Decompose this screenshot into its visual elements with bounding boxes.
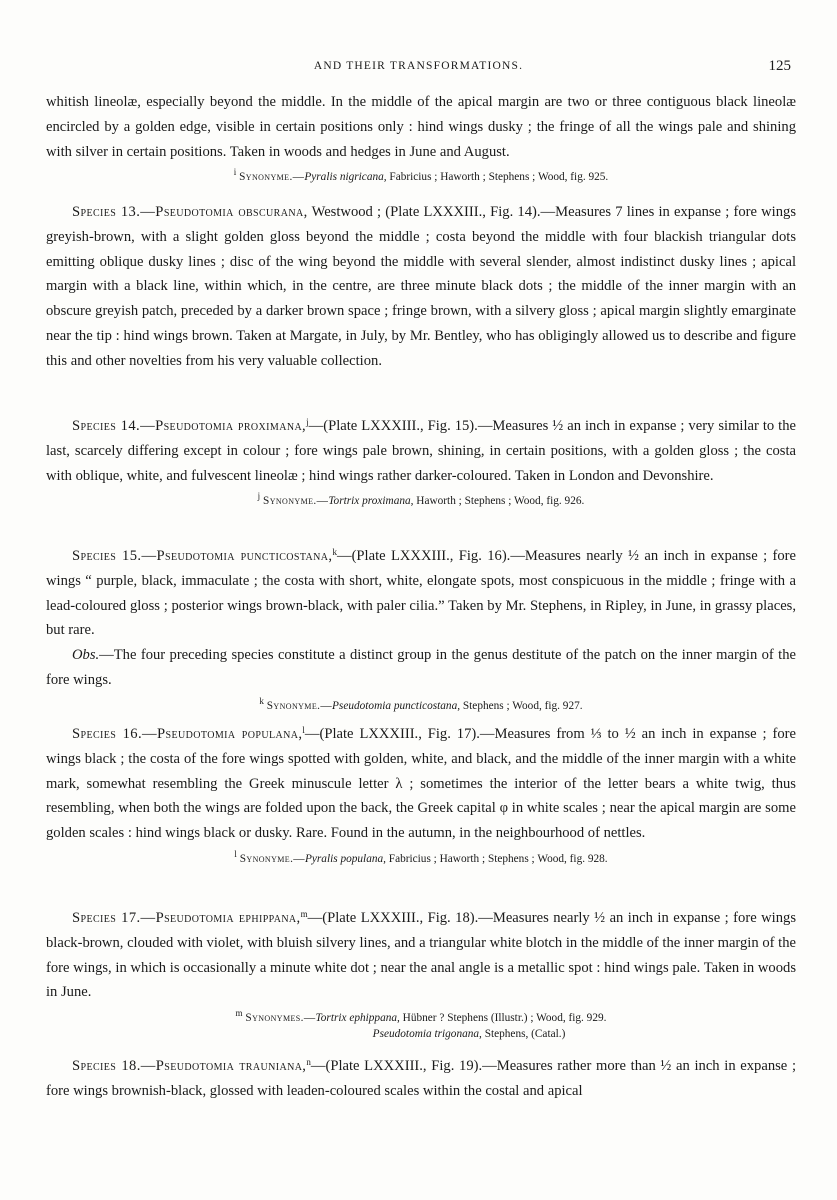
- footnote-mark: i: [233, 167, 237, 178]
- footnote-label: Synonyme.—: [239, 852, 305, 865]
- species-15-section: [46, 540, 796, 714]
- species-body: —(Plate LXXXIII., Fig. 17).—Measures from ⅓ to ½ an inch in expanse ; fore wings black ; the costa of the fore wings spotted with golden, white, and black, and the middle of the inner margin with a white mark, somewhat resembling the Greek minuscule letter λ ; sometimes the interior of the letter bears a white twig, thus resembling, when both the wings are folded upon the back, the Greek capital φ in white scales ; near the apical margin are some golden scales : hind wings black or dusky. Rare. Found in the autumn, in the neighbourhood of nettles.: [46, 726, 796, 842]
- reference-mark: k: [332, 547, 337, 557]
- page-number: 125: [768, 58, 791, 74]
- footnote-rest: Stephens ; Wood, fig. 927.: [460, 699, 583, 712]
- footnote-name: Pyralis populana,: [305, 852, 386, 865]
- reference-mark: m: [300, 909, 308, 919]
- reference-mark: j: [306, 417, 309, 427]
- species-label: Species 13.—: [72, 204, 156, 220]
- footnote-label: Synonyme.—: [239, 171, 305, 184]
- species-15-paragraph: [46, 540, 796, 643]
- species-name: Pseudotomia proximana,: [155, 418, 307, 434]
- footnote-name: Tortrix ephippana,: [315, 1012, 400, 1025]
- page-header: [0, 58, 837, 78]
- footnote-mark: j: [257, 491, 261, 502]
- species-17-footnote: [46, 1005, 796, 1026]
- intro-paragraph: whitish lineolæ, especially beyond the middle. In the middle of the apical margin are two or three contiguous black lineolæ encircled by a golden edge, visible in certain positions only : hind wings dusky ; the fringe of all the wings pale and shining with silver in certain positions. Taken in woods and hedges in June and August.: [46, 94, 796, 160]
- species-label: Species 16.—: [72, 726, 158, 742]
- species-18-paragraph: [46, 1050, 796, 1104]
- species-body: —(Plate LXXXIII., Fig. 15).—Measures ½ an inch in expanse ; very similar to the last, scarcely differing except in colour ; fore wings pale brown, shining, in certain positions, with a golden gloss ; the costa with oblique, white, and fulvescent lineolæ ; hind wings rather darker-coloured. Taken in London and Devonshire.: [46, 418, 796, 484]
- species-label: Species 17.—: [72, 910, 156, 926]
- footnote-rest: Haworth ; Stephens ; Wood, fig. 926.: [413, 495, 585, 508]
- species-name: Pseudotomia populana,: [157, 726, 303, 742]
- species-13-section: [46, 200, 796, 374]
- footnote-mark: m: [235, 1008, 243, 1019]
- intro-section: [46, 90, 796, 185]
- footnote-name: Pseudotomia trigonana,: [372, 1028, 482, 1041]
- species-17-footnote-continued: [46, 1026, 796, 1042]
- footnote-mark: l: [234, 848, 237, 859]
- footnote-label: Synonymes.—: [245, 1012, 316, 1025]
- footnote-rest: Fabricius ; Haworth ; Stephens ; Wood, fig. 925.: [386, 171, 609, 184]
- intro-footnote: [46, 164, 796, 185]
- footnote-rest: Hübner ? Stephens (Illustr.) ; Wood, fig. 929.: [399, 1012, 607, 1025]
- footnote-name: Pyralis nigricana,: [304, 171, 387, 184]
- species-body: Westwood ; (Plate LXXXIII., Fig. 14).—Measures 7 lines in expanse ; fore wings greyish-brown, with a slight golden gloss beyond the middle ; costa beyond the middle with four blackish triangular dots emitting oblique dusky lines ; disc of the wing beyond the middle with several slender, almost indistinct dusky lines ; apical margin with a black line, within which, in the centre, are three minute black dots ; the middle of the inner margin with an obscure greyish patch, preceded by a darker brown space ; fringe brown, with a silvery gloss ; apical margin slightly emarginate near the tip : hind wings brown. Taken at Margate, in July, by Mr. Bentley, who has obligingly allowed us to describe and figure this and other novelties from his very valuable collection.: [46, 204, 797, 369]
- footnote-name: Pseudotomia puncticostana,: [332, 699, 461, 712]
- species-body: —(Plate LXXXIII., Fig. 19).—Measures rather more than ½ an inch in expanse ; fore wings brownish-black, glossed with leaden-coloured scales within the costal and apical: [46, 1058, 796, 1099]
- species-name: Pseudotomia trauniana,: [155, 1058, 307, 1074]
- species-label: Species 18.—: [72, 1058, 156, 1074]
- reference-mark: n: [306, 1057, 311, 1067]
- footnote-name: Tortrix proximana,: [328, 495, 414, 508]
- footnote-label: Synonyme.—: [266, 699, 333, 712]
- species-16-paragraph: [46, 718, 796, 846]
- reference-mark: l: [302, 725, 305, 735]
- species-body: —(Plate LXXXIII., Fig. 18).—Measures nearly ½ an inch in expanse ; fore wings black-brown, clouded with violet, with bluish silvery lines, and a triangular white blotch in the middle of the inner margin of the fore wings, in which is occasionally a minute white dot ; near the anal angle is a metallic spot : hind wings pale. Taken in woods in June.: [46, 910, 796, 1001]
- footnote-label: Synonyme.—: [263, 495, 329, 508]
- footnote-mark: k: [259, 695, 264, 706]
- species-name: Pseudotomia puncticostana,: [156, 548, 333, 564]
- species-label: Species 15.—: [72, 548, 157, 564]
- running-title: AND THEIR TRANSFORMATIONS.: [313, 60, 524, 72]
- species-15-observation: [46, 643, 796, 693]
- species-name: Pseudotomia obscurana,: [155, 204, 308, 220]
- species-16-section: [46, 718, 796, 867]
- species-14-section: [46, 410, 796, 509]
- species-14-paragraph: [46, 410, 796, 488]
- obs-text: —The four preceding species constitute a distinct group in the genus destitute of the patch on the inner margin of the fore wings.: [46, 647, 796, 688]
- footnote-rest: Stephens, (Catal.): [481, 1028, 566, 1041]
- species-17-paragraph: [46, 902, 796, 1005]
- species-label: Species 14.—: [72, 418, 156, 434]
- footnote-rest: Fabricius ; Haworth ; Stephens ; Wood, fig. 928.: [385, 852, 608, 865]
- species-14-footnote: [46, 488, 796, 509]
- species-16-footnote: [46, 846, 796, 867]
- species-18-section: [46, 1050, 796, 1104]
- species-body: —(Plate LXXXIII., Fig. 16).—Measures nearly ½ an inch in expanse ; fore wings “ purple, black, immaculate ; the costa with short, white, elongate spots, most conspicuous in the middle ; fringe with a lead-coloured gloss ; posterior wings brown-black, with paler cilia.” Taken by Mr. Stephens, in Ripley, in June, in grassy places, but rare.: [46, 548, 796, 639]
- species-15-footnote: [46, 693, 796, 714]
- obs-label: Obs.: [72, 647, 100, 664]
- species-13-paragraph: [46, 200, 796, 374]
- species-name: Pseudotomia ephippana,: [155, 910, 301, 926]
- species-17-section: [46, 902, 796, 1042]
